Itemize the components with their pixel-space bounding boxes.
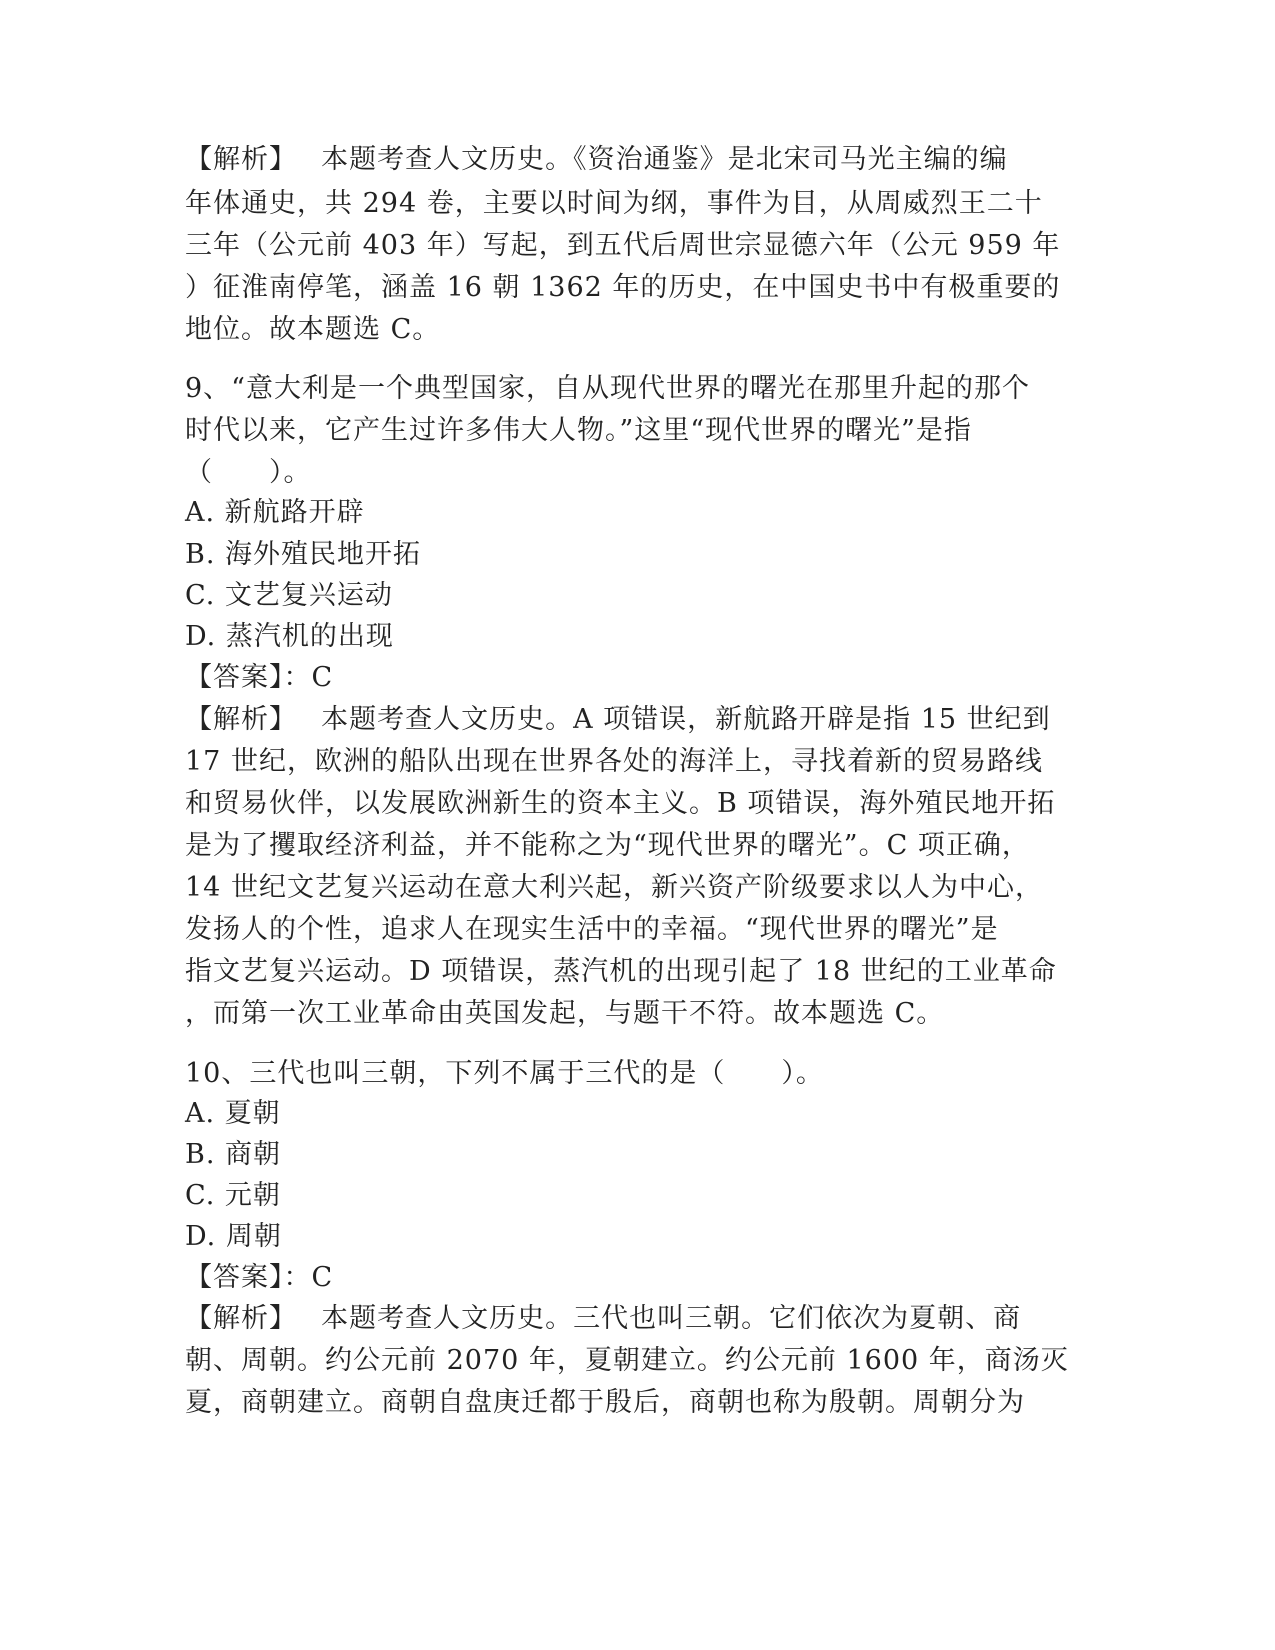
question-9-analysis-line: 指文艺复兴运动。D 项错误，蒸汽机的出现引起了 18 世纪的工业革命 xyxy=(185,956,1057,987)
analysis-line: ）征淮南停笔，涵盖 16 朝 1362 年的历史，在中国史书中有极重要的 xyxy=(185,272,1061,303)
question-10-analysis-line: 【解析】 本题考查人文历史。三代也叫三朝。它们依次为夏朝、商 xyxy=(185,1303,1022,1334)
question-9-analysis-line: 17 世纪，欧洲的船队出现在世界各处的海洋上，寻找着新的贸易路线 xyxy=(185,746,1043,777)
analysis-line: 三年（公元前 403 年）写起，到五代后周世宗显德六年（公元 959 年 xyxy=(185,230,1061,261)
question-10-option-c: C. 元朝 xyxy=(185,1180,281,1211)
question-9-option-d: D. 蒸汽机的出现 xyxy=(185,621,394,652)
question-9-option-a: A. 新航路开辟 xyxy=(185,497,365,528)
analysis-line: 【解析】 本题考查人文历史。《资治通鉴》是北宋司马光主编的编 xyxy=(185,144,1008,175)
question-10-option-b: B. 商朝 xyxy=(185,1139,282,1170)
analysis-line: 地位。故本题选 C。 xyxy=(185,314,441,345)
question-10-answer: 【答案】：C xyxy=(185,1262,334,1293)
question-9-analysis-line: ，而第一次工业革命由英国发起，与题干不符。故本题选 C。 xyxy=(185,998,945,1029)
question-9-text: 9、“意大利是一个典型国家，自从现代世界的曙光在那里升起的那个 xyxy=(185,373,1030,404)
question-10-analysis-line: 夏，商朝建立。商朝自盘庚迁都于殷后，商朝也称为殷朝。周朝分为 xyxy=(185,1387,1025,1418)
question-10-text: 10、三代也叫三朝，下列不属于三代的是（ ）。 xyxy=(185,1058,824,1089)
question-10-option-d: D. 周朝 xyxy=(185,1221,282,1252)
question-10-analysis-line: 朝、周朝。约公元前 2070 年，夏朝建立。约公元前 1600 年，商汤灭 xyxy=(185,1345,1069,1376)
question-9-option-b: B. 海外殖民地开拓 xyxy=(185,539,422,570)
analysis-line: 年体通史，共 294 卷，主要以时间为纲，事件为目，从周威烈王二十 xyxy=(185,188,1043,219)
question-9-analysis-line: 【解析】 本题考查人文历史。A 项错误，新航路开辟是指 15 世纪到 xyxy=(185,704,1051,735)
question-9-text: 时代以来，它产生过许多伟大人物。”这里“现代世界的曙光”是指 xyxy=(185,415,972,446)
question-9-analysis-line: 14 世纪文艺复兴运动在意大利兴起，新兴资产阶级要求以人为中心， xyxy=(185,872,1043,903)
question-9-text: （ ）。 xyxy=(185,457,312,488)
question-9-answer: 【答案】：C xyxy=(185,662,334,693)
question-10-option-a: A. 夏朝 xyxy=(185,1098,281,1129)
question-9-analysis-line: 是为了攫取经济利益，并不能称之为“现代世界的曙光”。C 项正确， xyxy=(185,830,1030,861)
question-9-analysis-line: 发扬人的个性，追求人在现实生活中的幸福。“现代世界的曙光”是 xyxy=(185,914,999,945)
question-9-analysis-line: 和贸易伙伴，以发展欧洲新生的资本主义。B 项错误，海外殖民地开拓 xyxy=(185,788,1056,819)
question-9-option-c: C. 文艺复兴运动 xyxy=(185,580,393,611)
